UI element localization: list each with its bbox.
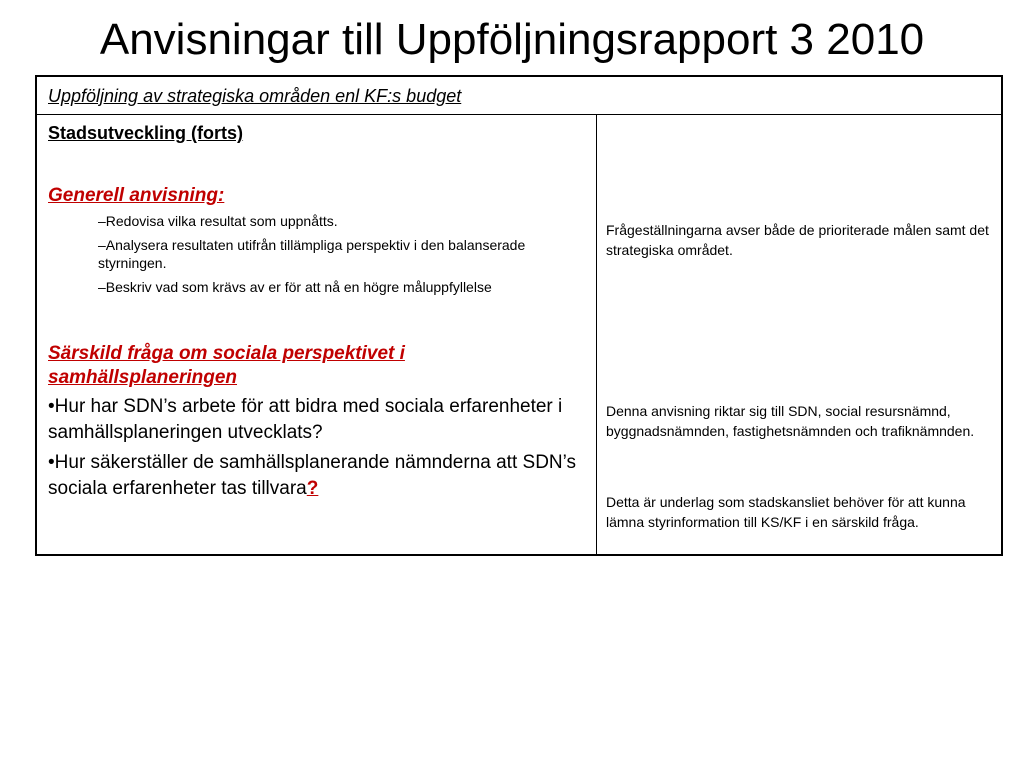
bullet-text: •Hur säkerställer de samhällsplanerande nämnderna att SDN’s sociala erfarenheter tas tillvara [48, 452, 577, 499]
section-heading: Stadsutveckling (forts) [48, 123, 244, 143]
note-audience: Denna anvisning riktar sig till SDN, social resursnämnd, byggnadsnämnden, fastighetsnämnden och trafiknämnden. [606, 403, 975, 439]
note-priorities: Frågeställningarna avser både de prioriterade målen samt det strategiska området. [606, 222, 989, 258]
column-divider [596, 115, 597, 556]
right-column [606, 115, 996, 556]
table-header [37, 77, 1001, 115]
left-column [48, 122, 588, 506]
slide-title: Anvisningar till Uppföljningsrapport 3 2010 [99, 15, 925, 64]
general-instruction-heading: Generell anvisning: [48, 185, 225, 206]
list-item: –Analysera resultaten utifrån tillämpliga perspektiv i den balanserade styrningen. [98, 237, 526, 271]
list-item: –Redovisa vilka resultat som uppnåtts. [98, 213, 338, 229]
question-mark: ? [306, 478, 319, 499]
list-item: –Beskriv vad som krävs av er för att nå en högre måluppfyllelse [98, 279, 492, 295]
bullet-item: •Hur har SDN’s arbete för att bidra med sociala erfarenheter i samhällsplaneringen utvecklats? [48, 396, 563, 443]
bullet-item [48, 450, 588, 502]
instruction-table [35, 75, 1003, 556]
special-question-heading: Särskild fråga om sociala perspektivet i samhällsplaneringen [48, 343, 405, 388]
table-header-text: Uppföljning av strategiska områden enl KF:s budget [48, 86, 462, 106]
general-instruction-list [48, 212, 588, 296]
note-purpose: Detta är underlag som stadskansliet behöver för att kunna lämna styrinformation till KS/KF i en särskild fråga. [606, 494, 966, 530]
